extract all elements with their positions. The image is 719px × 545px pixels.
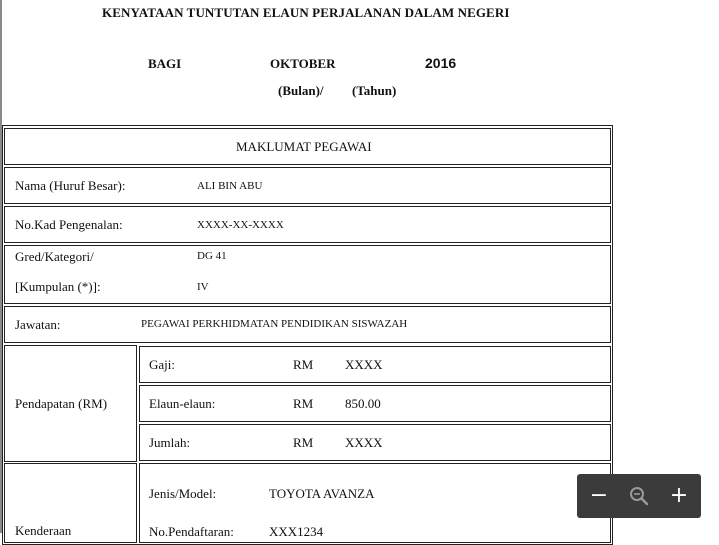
- zoom-reset-button[interactable]: [619, 474, 659, 518]
- zoom-in-button[interactable]: [659, 474, 699, 518]
- pendapatan-label: Pendapatan (RM): [15, 396, 108, 411]
- gred-label: Gred/Kategori/: [15, 249, 94, 264]
- nama-label: Nama (Huruf Besar):: [15, 178, 126, 193]
- pendaftaran-label: No.Pendaftaran:: [149, 524, 234, 539]
- gaji-label: Gaji:: [149, 357, 175, 372]
- jawatan-value: PEGAWAI PERKHIDMATAN PENDIDIKAN SISWAZAH: [141, 318, 408, 330]
- jumlah-currency: RM: [293, 435, 314, 450]
- kumpulan-value: IV: [197, 281, 209, 293]
- elaun-value: 850.00: [345, 396, 381, 411]
- zoom-toolbar: [577, 474, 701, 518]
- pendaftaran-value: XXX1234: [269, 524, 324, 539]
- maklumat-heading: MAKLUMAT PEGAWAI: [236, 139, 372, 154]
- gred-value: DG 41: [197, 250, 227, 262]
- zoom-out-button[interactable]: [579, 474, 619, 518]
- minus-icon: −: [589, 483, 609, 508]
- plus-icon: +: [669, 483, 689, 508]
- magnifier-icon: [628, 485, 650, 507]
- year-value: 2016: [425, 55, 457, 71]
- jenis-label: Jenis/Model:: [149, 486, 217, 501]
- nama-value: ALI BIN ABU: [197, 180, 263, 192]
- year-caption: (Tahun): [352, 83, 397, 98]
- jumlah-value: XXXX: [345, 435, 383, 450]
- kad-value: XXXX-XX-XXXX: [197, 219, 284, 231]
- jenis-value: TOYOTA AVANZA: [269, 486, 375, 501]
- kad-label: No.Kad Pengenalan:: [15, 217, 123, 232]
- gaji-value: XXXX: [345, 357, 383, 372]
- kumpulan-label: [Kumpulan (*)]:: [15, 279, 101, 294]
- jawatan-label: Jawatan:: [15, 317, 61, 332]
- gred-row: [4, 245, 611, 304]
- kenderaan-label: Kenderaan: [15, 523, 72, 538]
- gaji-currency: RM: [293, 357, 314, 372]
- bagi-label: BAGI: [148, 56, 182, 71]
- elaun-label: Elaun-elaun:: [149, 396, 216, 411]
- elaun-currency: RM: [293, 396, 314, 411]
- month-caption: (Bulan)/: [278, 83, 324, 98]
- document-title: KENYATAAN TUNTUTAN ELAUN PERJALANAN DALAM NEGERI: [102, 5, 510, 20]
- jumlah-label: Jumlah:: [149, 435, 191, 450]
- month-value: OKTOBER: [270, 56, 336, 71]
